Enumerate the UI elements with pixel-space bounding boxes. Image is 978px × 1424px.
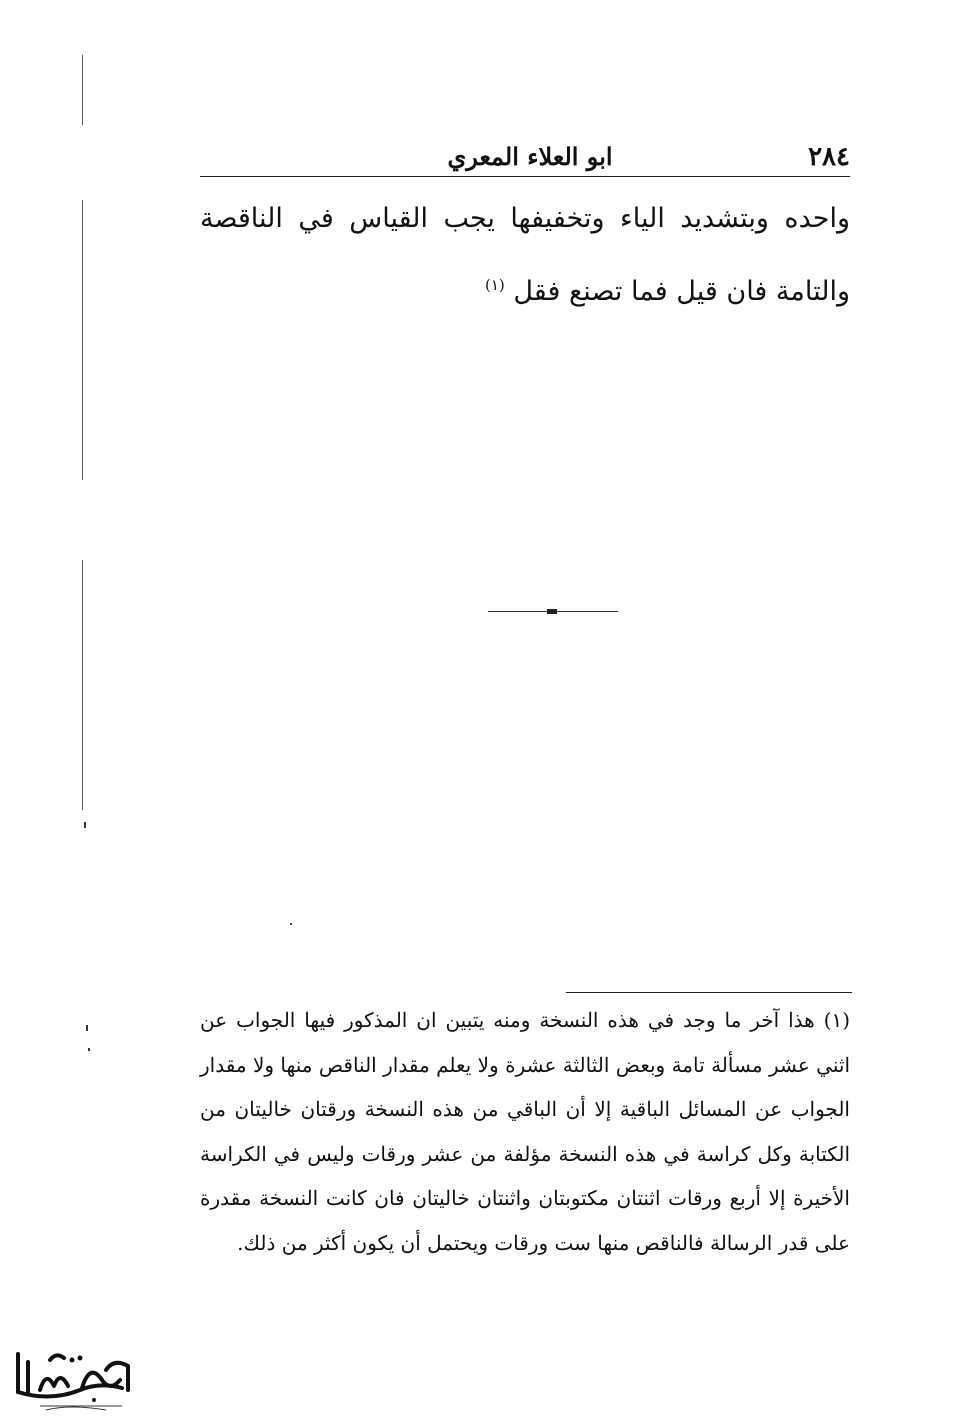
scan-edge-line bbox=[82, 560, 83, 810]
scan-dot bbox=[84, 822, 86, 828]
header-rule bbox=[200, 176, 850, 177]
footnote-rule bbox=[566, 992, 852, 993]
library-stamp-icon bbox=[10, 1340, 140, 1415]
section-divider-mark bbox=[547, 609, 557, 614]
scan-dot bbox=[86, 1025, 88, 1031]
footnote-reference: (١) bbox=[484, 276, 505, 294]
footnote: (١) هذا آخر ما وجد في هذه النسخة ومنه يتبين ان المذكور فيها الجواب عن اثني عشر مسألة تامة وبعض الثالثة عشرة ولا يعلم مقدار الناقص منها ولا مقدار الجواب عن المسائل الباقية إلا أن الباقي من هذه النسخة ورقتان خاليتان من الكتابة وكل كراسة في هذه النسخة مؤلفة من عشر ورقات وليس في الكراسة الأخيرة إلا أربع ورقات اثنتان مكتوبتان واثنتان خاليتان فان كانت النسخة مقدرة على قدر الرسالة فالناقص منها ست ورقات ويحتمل أن يكون أكثر من ذلك. bbox=[200, 1008, 850, 1255]
scan-speck bbox=[290, 923, 292, 925]
main-text-content: واحده وبتشديد الياء وتخفيفها يجب القياس في الناقصة والتامة فان قيل فما تصنع فقل bbox=[200, 203, 850, 307]
main-text bbox=[200, 186, 850, 325]
scan-edge-line bbox=[82, 55, 83, 125]
scan-dot bbox=[88, 1048, 90, 1051]
scan-edge-line bbox=[82, 200, 83, 480]
running-title: ابو العلاء المعري bbox=[447, 142, 613, 171]
stamp-calligraphy bbox=[10, 1340, 140, 1415]
page-header bbox=[200, 140, 850, 176]
page-number: ٢٨٤ bbox=[808, 142, 850, 172]
